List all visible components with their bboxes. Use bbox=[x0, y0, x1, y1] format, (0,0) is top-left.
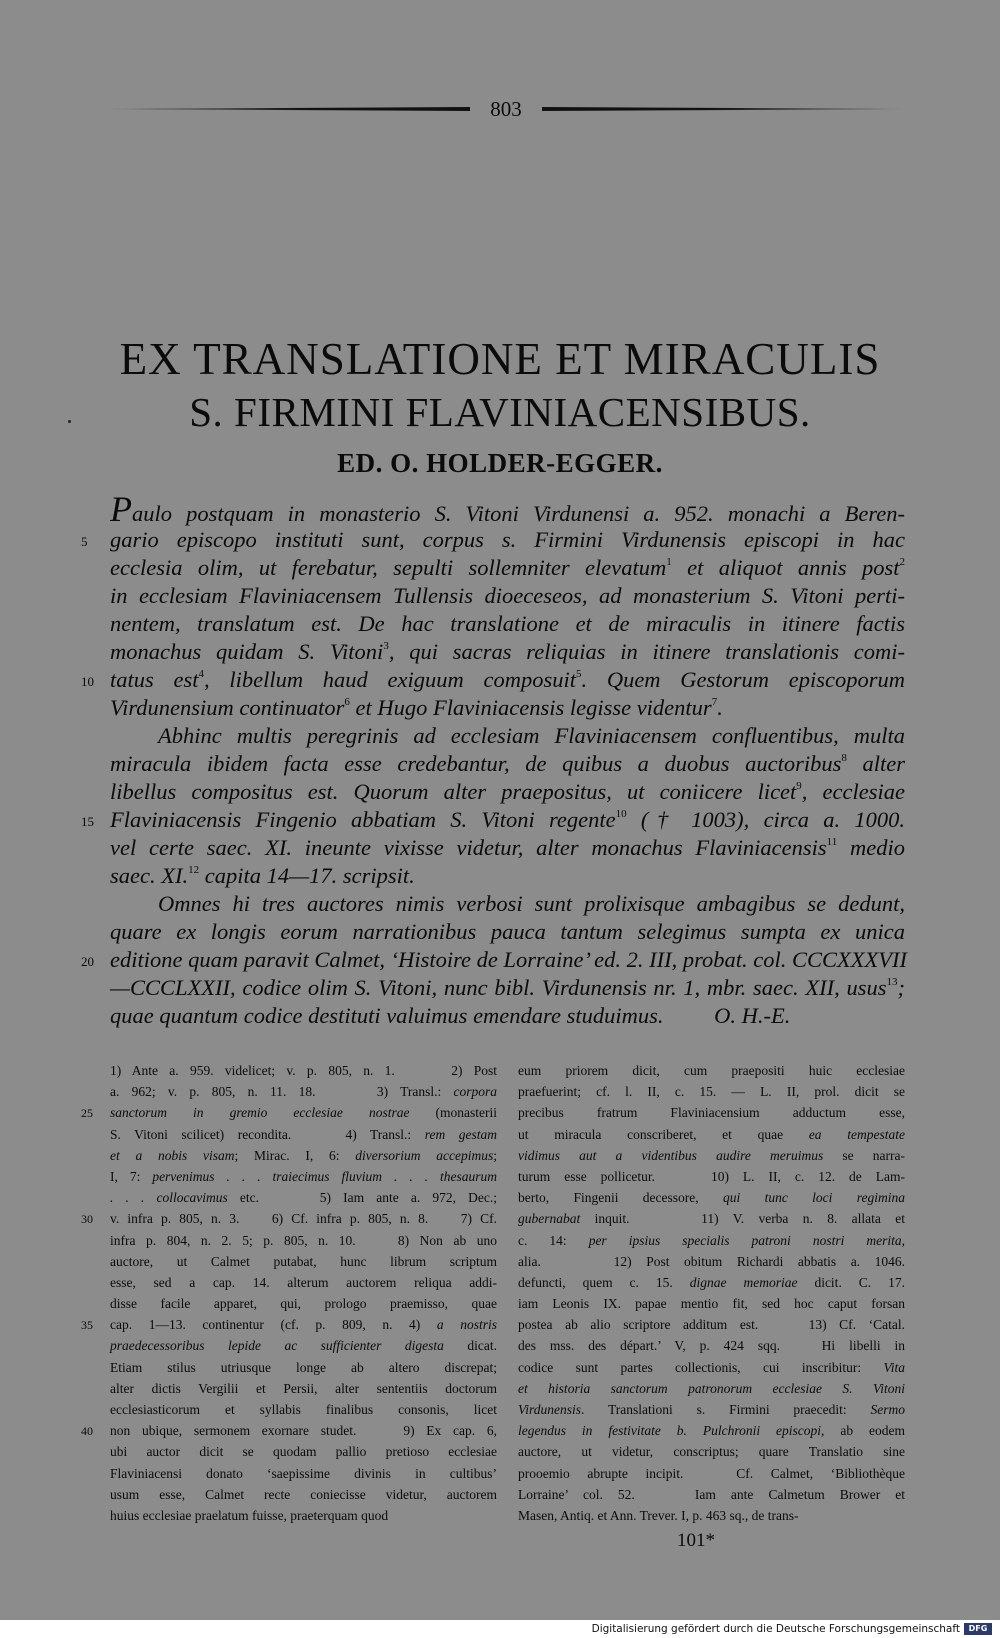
footnote-line bbox=[110, 1251, 497, 1272]
intro-line bbox=[110, 638, 905, 666]
footer-credit: Digitalisierung gefördert durch die Deutsche Forschungsgemeinschaft bbox=[591, 1623, 960, 1635]
footnote-line bbox=[518, 1441, 905, 1462]
line-number: 20 bbox=[81, 954, 94, 969]
footnote-text: turum esse pollicetur. 10) L. II, c. 12. de Lam- bbox=[518, 1168, 905, 1184]
footnote-text: ut miracula conscriberet, et quae ea tempestate bbox=[518, 1126, 905, 1142]
footnote-line bbox=[81, 1208, 497, 1229]
footnote-line bbox=[518, 1505, 905, 1526]
intro-line bbox=[81, 526, 905, 554]
footnote-text: disse facile apparet, qui, prologo praemisso, quae bbox=[110, 1296, 497, 1312]
footnote-text: ubi auctor dicit se quodam pallio pretioso ecclesiae bbox=[110, 1444, 497, 1460]
footnote-line bbox=[110, 1060, 497, 1081]
footnote-text: berto, Fingenii decessore, qui tunc loci regimina bbox=[518, 1190, 906, 1206]
footnote-line bbox=[110, 1187, 497, 1208]
line-number: 5 bbox=[81, 534, 88, 549]
footnote-text: cap. 1—13. continentur (cf. p. 809, n. 4) a nostris bbox=[110, 1317, 497, 1333]
intro-text: aulo postquam in monasterio S. Vitoni Virdunensi a. 952. monachi a Beren- bbox=[132, 501, 905, 526]
intro-text: Omnes hi tres auctores nimis verbosi sunt prolixisque ambagibus se dedunt, bbox=[158, 891, 905, 916]
intro-line bbox=[81, 666, 905, 694]
intro-line bbox=[110, 862, 905, 890]
footnote-line bbox=[110, 1378, 497, 1399]
ornamental-rule-right bbox=[542, 107, 904, 111]
intro-text: gario episcopo instituti sunt, corpus s. Firmini Virdunensis episcopi in hac bbox=[110, 527, 905, 552]
footnote-text: huius ecclesiae praelatum fuisse, praeterquam quod bbox=[110, 1507, 389, 1523]
footnote-text: et a nobis visam; Mirac. I, 6: diversorium accepimus; bbox=[110, 1147, 497, 1163]
footnote-text: Lorraine’ col. 52. Iam ante Calmetum Brower et bbox=[518, 1486, 905, 1502]
footnote-line bbox=[518, 1399, 905, 1420]
intro-text: in ecclesiam Flaviniacensem Tullensis dioeceseos, ad monasterium S. Vitoni perti- bbox=[110, 583, 905, 608]
footnote-line bbox=[110, 1399, 497, 1420]
footnote-line bbox=[518, 1102, 905, 1123]
footnote-line bbox=[518, 1166, 905, 1187]
footnote-text: Etiam stilus utriusque longe ab altero discrepat; bbox=[110, 1359, 497, 1375]
footnotes bbox=[81, 1060, 906, 1530]
footnote-text: praefuerint; cf. l. II, c. 15. — L. II, prol. dicit se bbox=[518, 1084, 905, 1100]
footnote-text: sanctorum in gremio ecclesiae nostrae (monasterii bbox=[110, 1105, 497, 1121]
title-block bbox=[60, 332, 940, 438]
footnote-line bbox=[110, 1230, 497, 1251]
footnote-line bbox=[81, 1102, 497, 1123]
footnote-text: a. 962; v. p. 805, n. 11. 18. 3) Transl.: corpora bbox=[110, 1084, 497, 1100]
footnote-line bbox=[518, 1463, 905, 1484]
footnote-text: Flaviniacensi donato ‘saepissime divinis in cultibus’ bbox=[110, 1465, 497, 1481]
line-number: 15 bbox=[81, 814, 94, 829]
footnote-text: auctore, ut Calmet putabat, hunc librum scriptum bbox=[110, 1253, 497, 1269]
footnote-line bbox=[110, 1484, 497, 1505]
footnote-text: codice sunt partes collectionis, cui inscribitur: Vita bbox=[518, 1359, 905, 1375]
footnote-text: Masen, Antiq. et Ann. Trever. I, p. 463 sq., de trans- bbox=[518, 1507, 799, 1523]
footnote-line bbox=[518, 1335, 905, 1356]
footnote-text: alter dictis Vergilii et Persii, alter sententiis doctorum bbox=[110, 1380, 497, 1396]
footnote-line bbox=[110, 1145, 497, 1166]
footnote-text: 1) Ante a. 959. videlicet; v. p. 805, n. 1. 2) Post bbox=[110, 1063, 497, 1078]
intro-line bbox=[110, 1002, 905, 1030]
footnote-line bbox=[81, 1420, 497, 1441]
footnote-text: et historia sanctorum patronorum ecclesiae S. Vitoni bbox=[518, 1380, 905, 1396]
footnote-line bbox=[518, 1420, 905, 1441]
footnote-line bbox=[110, 1441, 497, 1462]
intro-line bbox=[110, 890, 905, 918]
footnote-text: gubernabat inquit. 11) V. verba n. 8. allata et bbox=[518, 1211, 905, 1227]
title-line-1: EX TRANSLATIONE ET MIRACULIS bbox=[119, 333, 881, 384]
intro-text: saec. XI.$^{12}$ capita 14—17. scripsit. bbox=[110, 863, 415, 888]
intro-text: —CCCLXXII, codice olim S. Vitoni, nunc bibl. Virdunensis nr. 1, mbr. saec. XII, usus$^{13}$; bbox=[110, 975, 905, 1000]
line-number: 40 bbox=[81, 1424, 93, 1439]
footnote-line bbox=[518, 1272, 905, 1293]
footnote-text: alia. 12) Post obitum Richardi abbatis a. 1046. bbox=[518, 1253, 905, 1269]
footnote-line bbox=[518, 1145, 905, 1166]
footnote-line bbox=[110, 1335, 497, 1356]
footnote-line bbox=[110, 1124, 497, 1145]
intro-text: vel certe saec. XI. ineunte vixisse videtur, alter monachus Flaviniacensis$^{11}$ medio bbox=[110, 835, 905, 860]
intro-text: libellus compositus est. Quorum alter praepositus, ut coniicere licet$^9$, ecclesiae bbox=[110, 779, 905, 804]
footnote-text: des mss. des départ.’ V, p. 424 sqq. Hi libelli in bbox=[518, 1338, 905, 1354]
footnote-line bbox=[518, 1081, 905, 1102]
footnote-text: auctore, ut videtur, conscriptus; quare Translatio sine bbox=[518, 1444, 905, 1460]
intro-text: Virdunensium continuator$^6$ et Hugo Flaviniacensis legisse videntur$^7$. bbox=[110, 695, 723, 720]
footnote-line bbox=[518, 1484, 905, 1505]
scan-speck bbox=[68, 420, 71, 423]
page-number: 803 bbox=[490, 97, 522, 121]
footnote-line bbox=[518, 1124, 905, 1145]
footnote-line bbox=[518, 1314, 905, 1335]
footnotes-right-column bbox=[518, 1060, 905, 1526]
footnote-text: defuncti, quem c. 15. dignae memoriae dicit. C. 17. bbox=[518, 1274, 906, 1290]
footnote-text: iam Leonis IX. papae mentio fit, sed hoc caput forsan bbox=[518, 1296, 905, 1312]
footnote-line bbox=[110, 1357, 497, 1378]
footnote-text: c. 14: per ipsius specialis patroni nostri merita, bbox=[518, 1232, 905, 1248]
intro-line bbox=[110, 582, 905, 610]
footnote-text: . . . collocavimus etc. 5) Iam ante a. 972, Dec.; bbox=[110, 1190, 497, 1206]
intro-line bbox=[110, 610, 905, 638]
footnote-line bbox=[518, 1230, 905, 1251]
footnote-line bbox=[518, 1251, 905, 1272]
introduction bbox=[81, 489, 907, 1030]
footnote-text: usum esse, Calmet recte coniecisse videtur, auctorem bbox=[110, 1486, 497, 1502]
footnote-line bbox=[518, 1208, 905, 1229]
intro-line bbox=[110, 974, 905, 1002]
footnotes-left-column bbox=[81, 1060, 498, 1526]
footnote-text: praedecessoribus lepide ac sufficienter digesta dicat. bbox=[110, 1338, 497, 1354]
intro-text: editione quam paravit Calmet, ‘Histoire de Lorraine’ ed. 2. III, probat. col. CCCXXXVII bbox=[110, 947, 907, 972]
footnote-text: legendus in festivitate b. Pulchronii episcopi, ab eodem bbox=[518, 1423, 905, 1439]
intro-text: Abhinc multis peregrinis ad ecclesiam Flaviniacensem confluentibus, multa bbox=[158, 723, 905, 748]
intro-text: tatus est$^4$, libellum haud exiguum composuit$^5$. Quem Gestorum episcoporum bbox=[110, 667, 905, 692]
ornamental-rule-left bbox=[108, 107, 470, 111]
footnote-text: S. Vitoni scilicet) recondita. 4) Transl.: rem gestam bbox=[110, 1126, 498, 1142]
footnote-text: postea ab alio scriptore additum est. 13) Cf. ‘Catal. bbox=[518, 1317, 905, 1333]
title-line-2: S. FIRMINI FLAVINIACENSIBUS. bbox=[189, 389, 811, 435]
initial-letter: P bbox=[110, 489, 132, 529]
footnote-text: infra p. 804, n. 2. 5; p. 805, n. 10. 8) Non ab uno bbox=[110, 1232, 497, 1248]
intro-text: ecclesia olim, ut ferebatur, sepulti sollemniter elevatum$^1$ et aliquot annis post$^2$ bbox=[110, 555, 905, 580]
intro-line bbox=[110, 722, 905, 750]
footnote-line bbox=[110, 1272, 497, 1293]
footer-strip bbox=[0, 1620, 1000, 1638]
footnote-text: I, 7: pervenimus . . . traiecimus fluvium . . . thesaurum bbox=[110, 1168, 497, 1184]
intro-text: monachus quidam S. Vitoni$^3$, qui sacras reliquias in itinere translationis comi- bbox=[110, 639, 906, 664]
line-number: 25 bbox=[81, 1106, 93, 1121]
line-number: 30 bbox=[81, 1212, 93, 1227]
line-number: 35 bbox=[81, 1318, 93, 1333]
footnote-line bbox=[110, 1081, 497, 1102]
footnote-text: eum priorem dicit, cum praepositi huic ecclesiae bbox=[518, 1063, 905, 1078]
intro-line bbox=[110, 778, 905, 806]
intro-text: nentem, translatum est. De hac translatione et de miraculis in itinere factis bbox=[110, 611, 905, 636]
footnote-text: prooemio abrupte incipit. Cf. Calmet, ‘Bibliothèque bbox=[518, 1465, 905, 1481]
page-header bbox=[108, 94, 904, 124]
footnote-line bbox=[518, 1060, 905, 1081]
footnote-text: non ubique, sermonem exornare studet. 9) Ex cap. 6, bbox=[110, 1423, 497, 1439]
footnote-line bbox=[518, 1378, 905, 1399]
footnote-line bbox=[110, 1463, 497, 1484]
intro-text: miracula ibidem facta esse credebantur, de quibus a duobus auctoribus$^8$ alter bbox=[110, 751, 905, 776]
footnote-line bbox=[518, 1293, 905, 1314]
footnote-line bbox=[518, 1187, 905, 1208]
footnote-text: v. infra p. 805, n. 3. 6) Cf. infra p. 805, n. 8. 7) Cf. bbox=[110, 1211, 497, 1227]
intro-text: quae quantum codice destituti valuimus emendare studuimus. O. H.-E. bbox=[110, 1003, 791, 1028]
intro-line bbox=[110, 750, 905, 778]
intro-line bbox=[110, 918, 905, 946]
intro-line bbox=[110, 694, 905, 722]
footnote-text: ecclesiasticorum et syllabis finalibus consonis, licet bbox=[110, 1402, 497, 1417]
footnote-text: vidimus aut a videntibus audire meruimus se narra- bbox=[518, 1147, 905, 1163]
footnote-line bbox=[518, 1357, 905, 1378]
intro-text: quare ex longis eorum narrationibus pauca tantum selegimus sumpta ex unica bbox=[110, 919, 905, 944]
line-number: 10 bbox=[81, 674, 94, 689]
footnote-line bbox=[110, 1166, 497, 1187]
footnote-line bbox=[81, 1314, 497, 1335]
intro-text: Flaviniacensis Fingenio abbatiam S. Vitoni regente$^{10}$ († 1003), circa a. 1000. bbox=[110, 807, 905, 832]
intro-line bbox=[81, 946, 907, 974]
footnote-text: Virdunensis. Translationi s. Firmini praecedit: Sermo bbox=[518, 1402, 905, 1417]
dfg-logo-icon: DFG bbox=[964, 1623, 992, 1635]
footnote-text: esse, sed a cap. 14. alterum auctorem reliqua addi- bbox=[110, 1274, 497, 1290]
intro-line bbox=[110, 554, 905, 582]
editor-line: ED. O. HOLDER-EGGER. bbox=[337, 448, 663, 478]
intro-line bbox=[110, 489, 905, 529]
intro-line bbox=[81, 806, 905, 834]
sheet-signature: 101* bbox=[677, 1530, 715, 1551]
footnote-line bbox=[110, 1505, 497, 1526]
footnote-text: precibus fratrum Flaviniacensium adductum esse, bbox=[518, 1105, 905, 1121]
footnote-line bbox=[110, 1293, 497, 1314]
intro-line bbox=[110, 834, 905, 862]
